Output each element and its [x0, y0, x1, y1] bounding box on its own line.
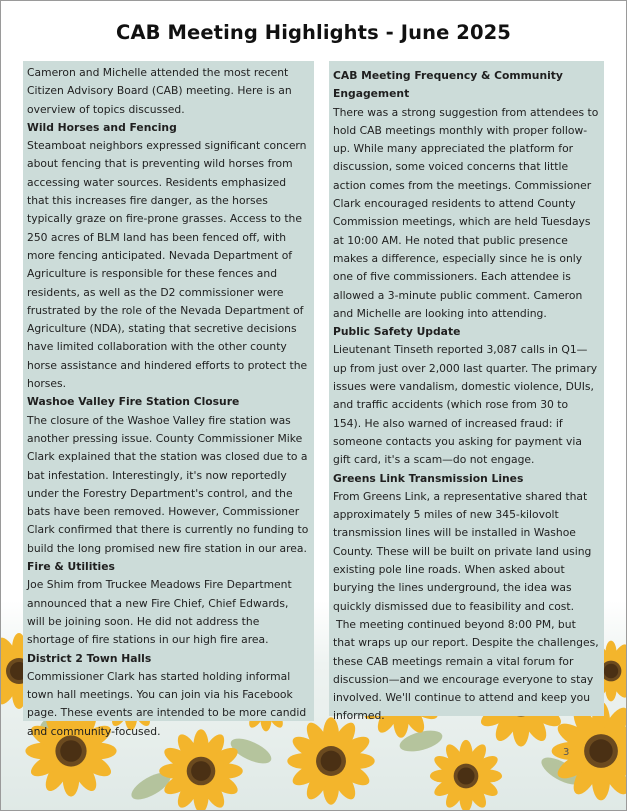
section-heading-public-safety: Public Safety Update	[333, 325, 461, 339]
section-heading-fire-utilities: Fire & Utilities	[27, 560, 115, 574]
intro-paragraph: Cameron and Michelle attended the most recent Citizen Advisory Board (CAB) meeting. Here is an overview of topics discussed.	[27, 66, 292, 116]
left-column	[23, 61, 314, 738]
closing-paragraph: The meeting continued beyond 8:00 PM, but that wraps up our report. Despite the challenges, these CAB meetings remain a vital forum for discussion—and we encourage everyone to stay involved. We'll continue to attend and keep you informed.	[333, 617, 599, 723]
section-body-public-safety: Lieutenant Tinseth reported 3,087 calls in Q1—up from just over 2,000 last quarter. The primary issues were vandalism, domestic violence, DUIs, and traffic accidents (which rose from 30 to 154). He also warned of increased fraud: if someone contacts you asking for payment via gift card, it's a scam—do not engage.	[333, 343, 598, 467]
section-body-cab-frequency: There was a strong suggestion from attendees to hold CAB meetings monthly with proper follow-up. While many appreciated the platform for discussion, some voiced concerns that little action comes from the meetings. Commissioner Clark encouraged residents to attend County Commission meetings, which are held Tuesdays at 10:00 AM. He noted that public presence makes a difference, especially since he is only one of five commissioners. Each attendee is allowed a 3-minute public comment. Cameron and Michelle are looking into attending.	[333, 105, 599, 320]
section-body-wild-horses: Steamboat neighbors expressed significant concern about fencing that is preventing wild horses from accessing water sources. Residents emphasized that this increases fire danger, as the horses typically graze on fire-prone grasses. Access to the 250 acres of BLM land has been fenced off, with more fencing anticipated. Nevada Department of Agriculture is responsible for these fences and residents, as well as the D2 commissioner were frustrated by the role of the Nevada Department of Agriculture (NDA), stating that secretive decisions have limited collaboration with the other county horse assistance and hindered efforts to protect the horses.	[27, 139, 308, 391]
section-heading-wild-horses: Wild Horses and Fencing	[27, 120, 177, 134]
section-heading-greens-link: Greens Link Transmission Lines	[333, 471, 524, 485]
section-heading-town-halls: District 2 Town Halls	[27, 651, 152, 665]
section-body-fire-utilities: Joe Shim from Truckee Meadows Fire Department announced that a new Fire Chief, Chief Edwards, will be joining soon. He did not address the shortage of fire stations in our high fire area.	[27, 578, 292, 647]
section-heading-fire-station: Washoe Valley Fire Station Closure	[27, 395, 240, 409]
page-title: CAB Meeting Highlights - June 2025	[116, 21, 511, 44]
section-heading-cab-frequency: CAB Meeting Frequency & Community Engagement	[333, 69, 563, 101]
page-number: 3	[563, 747, 570, 758]
section-body-town-halls: Commissioner Clark has started holding informal town hall meetings. You can join via his Facebook page. These events are intended to be more candid and community-focused.	[27, 669, 307, 738]
section-body-greens-link: From Greens Link, a representative shared that approximately 5 miles of new 345-kilovolt transmission lines will be installed in Washoe County. These will be built on private land using existing pole line roads. When asked about burying the lines underground, the idea was quickly dismissed due to feasibility and cost.	[333, 489, 592, 613]
right-column	[329, 61, 604, 723]
section-body-fire-station: The closure of the Washoe Valley fire station was another pressing issue. County Commissioner Mike Clark explained that the station was closed due to a bat infestation. Interestingly, it's now reportedly under the Forestry Department's control, and the bats have been removed. However, Commissioner Clark confirmed that there is currently no funding to build the long promised new fire station in our area.	[27, 413, 309, 555]
